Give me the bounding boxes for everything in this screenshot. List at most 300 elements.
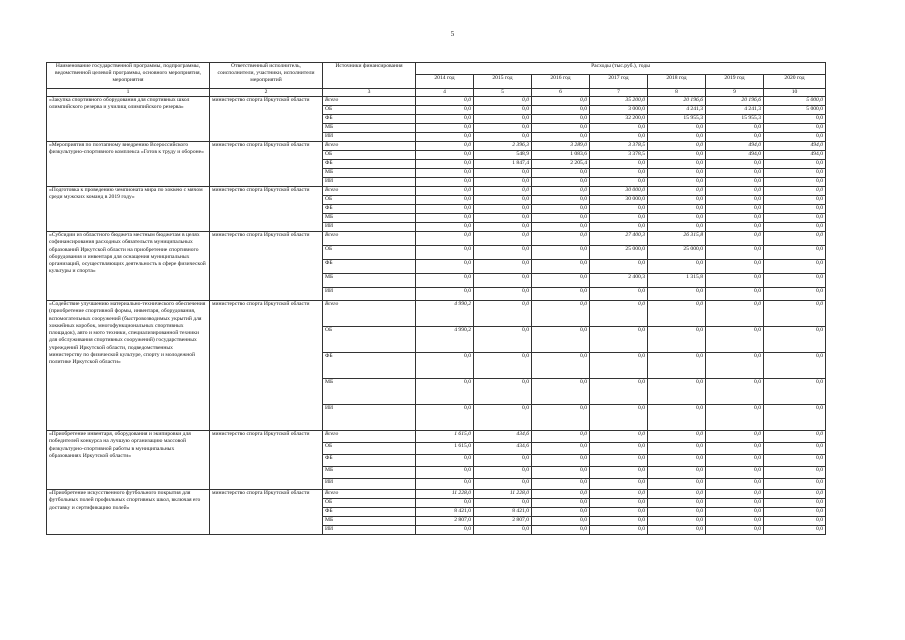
amount-cell: 0,0 [532,517,590,526]
amount-cell: 2 807,0 [474,517,532,526]
amount-cell: 0,0 [532,169,590,178]
amount-cell: 0,0 [590,499,648,508]
amount-cell: 0,0 [764,479,826,490]
amount-cell: 0,0 [648,467,706,479]
amount-cell: 434,6 [474,431,532,443]
amount-cell: 11 228,0 [416,490,474,499]
amount-cell: 0,0 [648,353,706,379]
amount-cell: 0,0 [532,196,590,205]
funding-source: ФБ [323,260,416,274]
amount-cell: 0,0 [532,246,590,260]
funding-source: Всего [323,301,416,327]
table-row [47,187,826,196]
amount-cell: 8 421,0 [416,508,474,517]
amount-cell: 0,0 [590,405,648,431]
amount-cell: 0,0 [648,124,706,133]
amount-cell: 0,0 [474,133,532,142]
amount-cell: 494,0 [764,142,826,151]
header-year: 2016 год [532,75,590,89]
amount-cell: 0,0 [590,214,648,223]
column-index: 7 [590,89,648,97]
amount-cell: 0,0 [764,246,826,260]
amount-cell: 0,0 [474,479,532,490]
amount-cell: 0,0 [416,151,474,160]
amount-cell: 0,0 [590,517,648,526]
amount-cell: 11 228,0 [474,490,532,499]
amount-cell: 0,0 [532,260,590,274]
funding-source: ОБ [323,151,416,160]
amount-cell: 0,0 [416,232,474,246]
amount-cell: 0,0 [648,379,706,405]
amount-cell: 0,0 [706,467,764,479]
amount-cell: 494,0 [764,151,826,160]
amount-cell: 30 000,0 [590,196,648,205]
amount-cell: 0,0 [590,205,648,214]
funding-source: Всего [323,142,416,151]
amount-cell: 0,0 [474,196,532,205]
amount-cell: 0,0 [706,274,764,288]
amount-cell: 0,0 [764,517,826,526]
amount-cell: 0,0 [532,379,590,405]
amount-cell: 0,0 [474,106,532,115]
amount-cell: 0,0 [706,124,764,133]
amount-cell: 0,0 [416,205,474,214]
amount-cell: 0,0 [532,274,590,288]
header-year: 2014 год [416,75,474,89]
amount-cell: 0,0 [764,187,826,196]
amount-cell: 3 378,5 [590,151,648,160]
column-index: 6 [532,89,590,97]
amount-cell: 1 083,6 [532,151,590,160]
amount-cell: 0,0 [474,178,532,187]
amount-cell: 0,0 [648,178,706,187]
amount-cell: 0,0 [764,115,826,124]
amount-cell: 0,0 [532,187,590,196]
amount-cell: 548,9 [474,151,532,160]
amount-cell: 0,0 [416,178,474,187]
amount-cell: 0,0 [474,353,532,379]
amount-cell: 0,0 [764,232,826,246]
amount-cell: 0,0 [764,274,826,288]
amount-cell: 0,0 [532,479,590,490]
amount-cell: 0,0 [590,160,648,169]
funding-source: МБ [323,214,416,223]
amount-cell: 0,0 [474,214,532,223]
amount-cell: 0,0 [474,205,532,214]
amount-cell: 0,0 [590,260,648,274]
executor: министерство спорта Иркутской области [210,232,323,301]
amount-cell: 0,0 [416,353,474,379]
amount-cell: 0,0 [474,115,532,124]
amount-cell: 0,0 [474,327,532,353]
amount-cell: 0,0 [474,223,532,232]
amount-cell: 0,0 [590,327,648,353]
amount-cell: 0,0 [590,479,648,490]
amount-cell: 0,0 [416,455,474,467]
column-index: 9 [706,89,764,97]
amount-cell: 0,0 [764,379,826,405]
table-row [47,490,826,499]
amount-cell: 0,0 [416,106,474,115]
amount-cell: 0,0 [416,196,474,205]
amount-cell: 0,0 [764,124,826,133]
funding-source: ФБ [323,455,416,467]
amount-cell: 0,0 [416,246,474,260]
amount-cell: 0,0 [648,455,706,467]
amount-cell: 0,0 [764,169,826,178]
amount-cell: 0,0 [648,205,706,214]
executor: министерство спорта Иркутской области [210,431,323,490]
amount-cell: 0,0 [706,508,764,517]
measure-name: «Содействие улучшению материально-технического обеспечения (приобретение спортивной формы, инвентаря, оборудования, вспомогательных сооружений (быстровозводимых укрытий для хоккейных коробок, многофункциональных спортивных площадок), авто и мото техники, специализированной техники для обслуживания спортивных сооружений) государственных учреждений Иркутской области, подведомственных министерству по физической культуре, спорту и молодежной политике Иркутской области» [47,301,210,431]
amount-cell: 0,0 [648,327,706,353]
amount-cell: 0,0 [764,327,826,353]
amount-cell: 0,0 [706,205,764,214]
amount-cell: 0,0 [416,160,474,169]
amount-cell: 0,0 [706,490,764,499]
amount-cell: 0,0 [532,405,590,431]
amount-cell: 2 400,3 [590,274,648,288]
amount-cell: 0,0 [416,133,474,142]
amount-cell: 0,0 [764,160,826,169]
amount-cell: 0,0 [532,301,590,327]
amount-cell: 26 315,8 [648,232,706,246]
table-row [47,431,826,443]
amount-cell: 0,0 [532,232,590,246]
column-index: 3 [323,89,416,97]
amount-cell: 4 990,2 [416,301,474,327]
amount-cell: 20 196,6 [648,97,706,106]
funding-source: ОБ [323,246,416,260]
column-index: 5 [474,89,532,97]
amount-cell: 0,0 [474,405,532,431]
amount-cell: 0,0 [474,301,532,327]
amount-cell: 0,0 [590,301,648,327]
table-row [47,142,826,151]
amount-cell: 0,0 [764,196,826,205]
amount-cell: 494,0 [706,151,764,160]
column-index: 2 [210,89,323,97]
measure-name: «Мероприятия по поэтапному внедрению Всероссийского физкультурно-спортивного комплекса «Готов к труду и обороне» [47,142,210,187]
amount-cell: 0,0 [474,467,532,479]
funding-source: ОБ [323,327,416,353]
amount-cell: 0,0 [764,490,826,499]
table-row [47,97,826,106]
executor: министерство спорта Иркутской области [210,142,323,187]
amount-cell: 0,0 [590,490,648,499]
amount-cell: 0,0 [706,517,764,526]
amount-cell: 0,0 [706,301,764,327]
amount-cell: 0,0 [474,246,532,260]
amount-cell: 1 615,0 [416,443,474,455]
funding-source: Всего [323,97,416,106]
funding-source: МБ [323,169,416,178]
amount-cell: 3 289,0 [532,142,590,151]
amount-cell: 0,0 [532,467,590,479]
amount-cell: 0,0 [416,223,474,232]
amount-cell: 1 847,4 [474,160,532,169]
amount-cell: 0,0 [706,232,764,246]
amount-cell: 0,0 [532,526,590,535]
amount-cell: 0,0 [764,288,826,301]
amount-cell: 0,0 [648,160,706,169]
amount-cell: 4 990,2 [416,327,474,353]
amount-cell: 0,0 [416,169,474,178]
amount-cell: 0,0 [648,142,706,151]
table-row [47,232,826,246]
amount-cell: 27 400,3 [590,232,648,246]
amount-cell: 0,0 [590,288,648,301]
amount-cell: 0,0 [474,499,532,508]
amount-cell: 35 200,0 [590,97,648,106]
funding-source: ФБ [323,353,416,379]
amount-cell: 0,0 [706,431,764,443]
header-executor: Ответственный исполнитель, соисполнители, участники, исполнители мероприятий [210,63,323,89]
amount-cell: 2 807,0 [416,517,474,526]
amount-cell: 0,0 [764,223,826,232]
funding-source: ОБ [323,106,416,115]
amount-cell: 0,0 [648,508,706,517]
amount-cell: 0,0 [706,455,764,467]
amount-cell: 0,0 [532,178,590,187]
amount-cell: 0,0 [416,526,474,535]
amount-cell: 0,0 [764,526,826,535]
amount-cell: 0,0 [648,133,706,142]
executor: министерство спорта Иркутской области [210,490,323,535]
amount-cell: 0,0 [474,526,532,535]
amount-cell: 0,0 [474,379,532,405]
amount-cell: 0,0 [590,455,648,467]
amount-cell: 0,0 [474,187,532,196]
header-year: 2020 год [764,75,826,89]
header-funding-source: Источники финансирования [323,63,416,89]
amount-cell: 0,0 [764,260,826,274]
amount-cell: 0,0 [706,246,764,260]
amount-cell: 0,0 [706,178,764,187]
amount-cell: 0,0 [416,274,474,288]
amount-cell: 0,0 [532,508,590,517]
amount-cell: 0,0 [706,169,764,178]
amount-cell: 5 000,0 [764,97,826,106]
amount-cell: 0,0 [706,223,764,232]
header-year: 2019 год [706,75,764,89]
funding-source: ОБ [323,443,416,455]
amount-cell: 0,0 [648,301,706,327]
measure-name: «Субсидии из областного бюджета местным бюджетам в целях софинансирования расходных обязательств муниципальных образований Иркутской области на приобретение спортивного оборудования и инвентаря для оснащения муниципальных организаций, осуществляющих деятельность в сфере физической культуры и спорта» [47,232,210,301]
amount-cell: 0,0 [532,353,590,379]
amount-cell: 0,0 [706,214,764,223]
amount-cell: 0,0 [474,169,532,178]
column-index: 4 [416,89,474,97]
amount-cell: 0,0 [474,97,532,106]
amount-cell: 0,0 [764,353,826,379]
amount-cell: 0,0 [474,124,532,133]
amount-cell: 0,0 [648,431,706,443]
funding-source: ИИ [323,526,416,535]
funding-source: ИИ [323,223,416,232]
amount-cell: 0,0 [416,479,474,490]
amount-cell: 0,0 [648,443,706,455]
amount-cell: 0,0 [648,196,706,205]
column-index: 10 [764,89,826,97]
amount-cell: 0,0 [416,499,474,508]
amount-cell: 25 000,0 [648,246,706,260]
amount-cell: 0,0 [416,379,474,405]
funding-source: МБ [323,124,416,133]
amount-cell: 0,0 [706,499,764,508]
amount-cell: 0,0 [590,443,648,455]
amount-cell: 0,0 [706,196,764,205]
amount-cell: 0,0 [416,115,474,124]
amount-cell: 0,0 [590,467,648,479]
amount-cell: 0,0 [590,431,648,443]
amount-cell: 0,0 [764,205,826,214]
amount-cell: 0,0 [532,443,590,455]
amount-cell: 0,0 [532,205,590,214]
amount-cell: 0,0 [764,508,826,517]
funding-source: ИИ [323,133,416,142]
amount-cell: 0,0 [590,124,648,133]
amount-cell: 0,0 [474,232,532,246]
header-expenses: Расходы (тыс.руб.), годы [416,63,826,75]
amount-cell: 0,0 [590,169,648,178]
amount-cell: 0,0 [648,169,706,178]
amount-cell: 0,0 [764,214,826,223]
amount-cell: 1 615,0 [416,431,474,443]
funding-source: ИИ [323,178,416,187]
amount-cell: 0,0 [648,288,706,301]
funding-source: Всего [323,431,416,443]
amount-cell: 0,0 [648,151,706,160]
amount-cell: 0,0 [706,353,764,379]
funding-source: ИИ [323,288,416,301]
amount-cell: 2 205,4 [532,160,590,169]
amount-cell: 0,0 [764,405,826,431]
measure-name: «Приобретение инвентаря, оборудования и экипировки для победителей конкурса на лучшую организацию массовой физкультурно-спортивной работы в муниципальных образованиях Иркутской области» [47,431,210,490]
amount-cell: 0,0 [764,178,826,187]
amount-cell: 0,0 [648,187,706,196]
amount-cell: 0,0 [706,260,764,274]
amount-cell: 0,0 [648,223,706,232]
funding-source: ФБ [323,160,416,169]
amount-cell: 0,0 [416,214,474,223]
amount-cell: 0,0 [416,405,474,431]
funding-source: ФБ [323,115,416,124]
amount-cell: 0,0 [532,214,590,223]
amount-cell: 0,0 [706,187,764,196]
amount-cell: 0,0 [474,274,532,288]
header-program-name: Наименование государственной программы, подпрограммы, ведомственной целевой программы, основного мероприятия, мероприятия [47,63,210,89]
amount-cell: 30 000,0 [590,187,648,196]
amount-cell: 0,0 [590,178,648,187]
funding-source: Всего [323,232,416,246]
amount-cell: 2 396,3 [474,142,532,151]
executor: министерство спорта Иркутской области [210,301,323,431]
amount-cell: 0,0 [764,443,826,455]
amount-cell: 0,0 [706,443,764,455]
amount-cell: 15 955,3 [648,115,706,124]
funding-source: Всего [323,187,416,196]
amount-cell: 0,0 [764,431,826,443]
funding-source: ИИ [323,405,416,431]
amount-cell: 434,6 [474,443,532,455]
amount-cell: 0,0 [706,133,764,142]
amount-cell: 0,0 [532,133,590,142]
amount-cell: 0,0 [590,508,648,517]
header-year: 2015 год [474,75,532,89]
amount-cell: 0,0 [590,353,648,379]
amount-cell: 0,0 [648,490,706,499]
funding-source: ФБ [323,508,416,517]
amount-cell: 0,0 [532,490,590,499]
amount-cell: 0,0 [648,405,706,431]
funding-source: ИИ [323,479,416,490]
amount-cell: 0,0 [706,526,764,535]
amount-cell: 0,0 [474,260,532,274]
amount-cell: 0,0 [532,431,590,443]
amount-cell: 0,0 [706,405,764,431]
amount-cell: 0,0 [532,455,590,467]
amount-cell: 0,0 [416,142,474,151]
budget-table [46,62,826,535]
amount-cell: 0,0 [764,133,826,142]
executor: министерство спорта Иркутской области [210,187,323,232]
funding-source: ФБ [323,205,416,214]
amount-cell: 494,0 [706,142,764,151]
executor: министерство спорта Иркутской области [210,97,323,142]
funding-source: ОБ [323,196,416,205]
amount-cell: 0,0 [532,97,590,106]
amount-cell: 0,0 [706,379,764,405]
amount-cell: 0,0 [764,467,826,479]
amount-cell: 0,0 [648,214,706,223]
amount-cell: 0,0 [416,260,474,274]
amount-cell: 0,0 [416,187,474,196]
funding-source: МБ [323,517,416,526]
measure-name: «Закупка спортивного оборудования для спортивных школ олимпийского резерва и училищ олимпийского резерва» [47,97,210,142]
amount-cell: 0,0 [648,517,706,526]
amount-cell: 32 200,0 [590,115,648,124]
amount-cell: 20 196,6 [706,97,764,106]
amount-cell: 0,0 [590,223,648,232]
amount-cell: 0,0 [764,455,826,467]
funding-source: МБ [323,467,416,479]
amount-cell: 0,0 [764,499,826,508]
measure-name: «Приобретение искусственного футбольного покрытия для футбольных полей профильных спортивных школ, включая его доставку и сертификацию полей» [47,490,210,535]
amount-cell: 0,0 [532,223,590,232]
table-row [47,301,826,327]
amount-cell: 4 241,3 [648,106,706,115]
amount-cell: 25 000,0 [590,246,648,260]
header-year: 2018 год [648,75,706,89]
amount-cell: 0,0 [706,288,764,301]
amount-cell: 0,0 [532,499,590,508]
header-year: 2017 год [590,75,648,89]
amount-cell: 0,0 [706,160,764,169]
amount-cell: 0,0 [532,288,590,301]
amount-cell: 4 241,3 [706,106,764,115]
amount-cell: 8 421,0 [474,508,532,517]
amount-cell: 0,0 [416,467,474,479]
funding-source: МБ [323,274,416,288]
amount-cell: 0,0 [648,479,706,490]
amount-cell: 0,0 [474,455,532,467]
amount-cell: 0,0 [416,288,474,301]
amount-cell: 1 315,8 [648,274,706,288]
page-number: 5 [450,30,455,38]
amount-cell: 15 955,3 [706,115,764,124]
amount-cell: 0,0 [416,124,474,133]
